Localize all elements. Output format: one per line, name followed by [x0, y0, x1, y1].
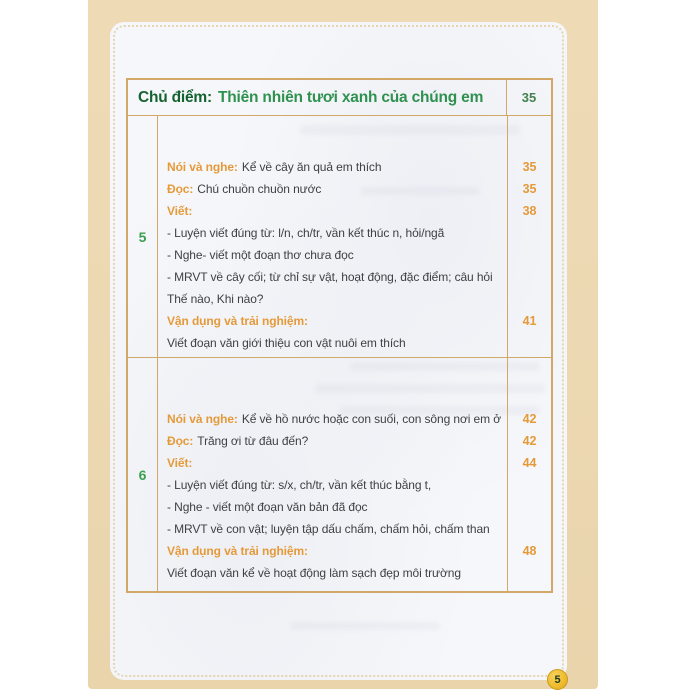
page-number: [508, 518, 551, 540]
week-page-numbers-cell: [507, 116, 551, 357]
toc-line: Viết:: [167, 456, 193, 470]
toc-line: - MRVT về cây cối; từ chỉ sự vật, hoạt động, đặc điểm; câu hỏi: [167, 270, 493, 284]
week-page-numbers-cell: [507, 358, 551, 591]
week-content-cell: [158, 116, 507, 357]
toc-line: Viết đoạn văn kể về hoạt động làm sạch đẹp môi trường: [167, 566, 461, 580]
toc-week-row-6: [128, 357, 551, 591]
week-number-cell: [128, 358, 158, 591]
toc-line: - MRVT về con vật; luyện tập dấu chấm, chấm hỏi, chấm than: [167, 522, 490, 536]
toc-line: - Luyện viết đúng từ: s/x, ch/tr, vần kết thúc bằng t,: [167, 478, 432, 492]
page-number: [508, 474, 551, 496]
theme-prefix: Chủ điểm:: [138, 88, 212, 106]
toc-line: - Luyện viết đúng từ: l/n, ch/tr, vần kết thúc n, hỏi/ngã: [167, 226, 445, 240]
page-number: 38: [522, 204, 537, 218]
toc-week-row-5: [128, 115, 551, 357]
toc-theme-title: [128, 80, 507, 115]
toc-line: Viết đoạn văn giới thiệu con vật nuôi em thích: [167, 336, 406, 350]
toc-line: Nói và nghe: Kể về cây ăn quả em thích: [167, 160, 382, 174]
page-number: 44: [522, 456, 537, 470]
page-number: [508, 288, 551, 310]
page-number: [508, 332, 551, 354]
bleed-through-texture: [290, 622, 440, 630]
page-number: [508, 244, 551, 266]
theme-title: Thiên nhiên tươi xanh của chúng em: [217, 88, 484, 106]
toc-line: - Nghe - viết một đoạn văn bản đã đọc: [167, 500, 368, 514]
week-number-cell: [128, 116, 158, 357]
page-number: 35: [522, 160, 537, 174]
page-number: 42: [522, 412, 537, 426]
toc-line: Đọc: Trăng ơi từ đâu đến?: [167, 434, 309, 448]
toc-line: - Nghe- viết một đoạn thơ chưa đọc: [167, 248, 354, 262]
toc-line: Thế nào, Khi nào?: [167, 292, 264, 306]
page-number: [508, 562, 551, 584]
theme-page-number: 35: [521, 90, 537, 105]
toc-line: Nói và nghe: Kể về hồ nước hoặc con suối, con sông nơi em ở: [167, 412, 501, 426]
page-number-badge: 5: [547, 669, 568, 690]
page-number: [508, 496, 551, 518]
toc-line: Viết:: [167, 204, 193, 218]
page-number: 48: [522, 544, 537, 558]
page-number: [508, 266, 551, 288]
week-content-cell: [158, 358, 507, 591]
page-number: 41: [522, 314, 537, 328]
page-number: 35: [522, 182, 537, 196]
table-of-contents: [126, 78, 553, 593]
page-number: [508, 222, 551, 244]
page-number: 42: [522, 434, 537, 448]
page-sheet: [110, 22, 567, 680]
toc-header-row: [128, 80, 551, 115]
toc-line: Vận dụng và trải nghiệm:: [167, 544, 308, 558]
week-number: 5: [138, 228, 147, 245]
week-number: 6: [138, 466, 147, 483]
toc-line: Đọc: Chú chuồn chuồn nước: [167, 182, 322, 196]
toc-line: Vận dụng và trải nghiệm:: [167, 314, 308, 328]
